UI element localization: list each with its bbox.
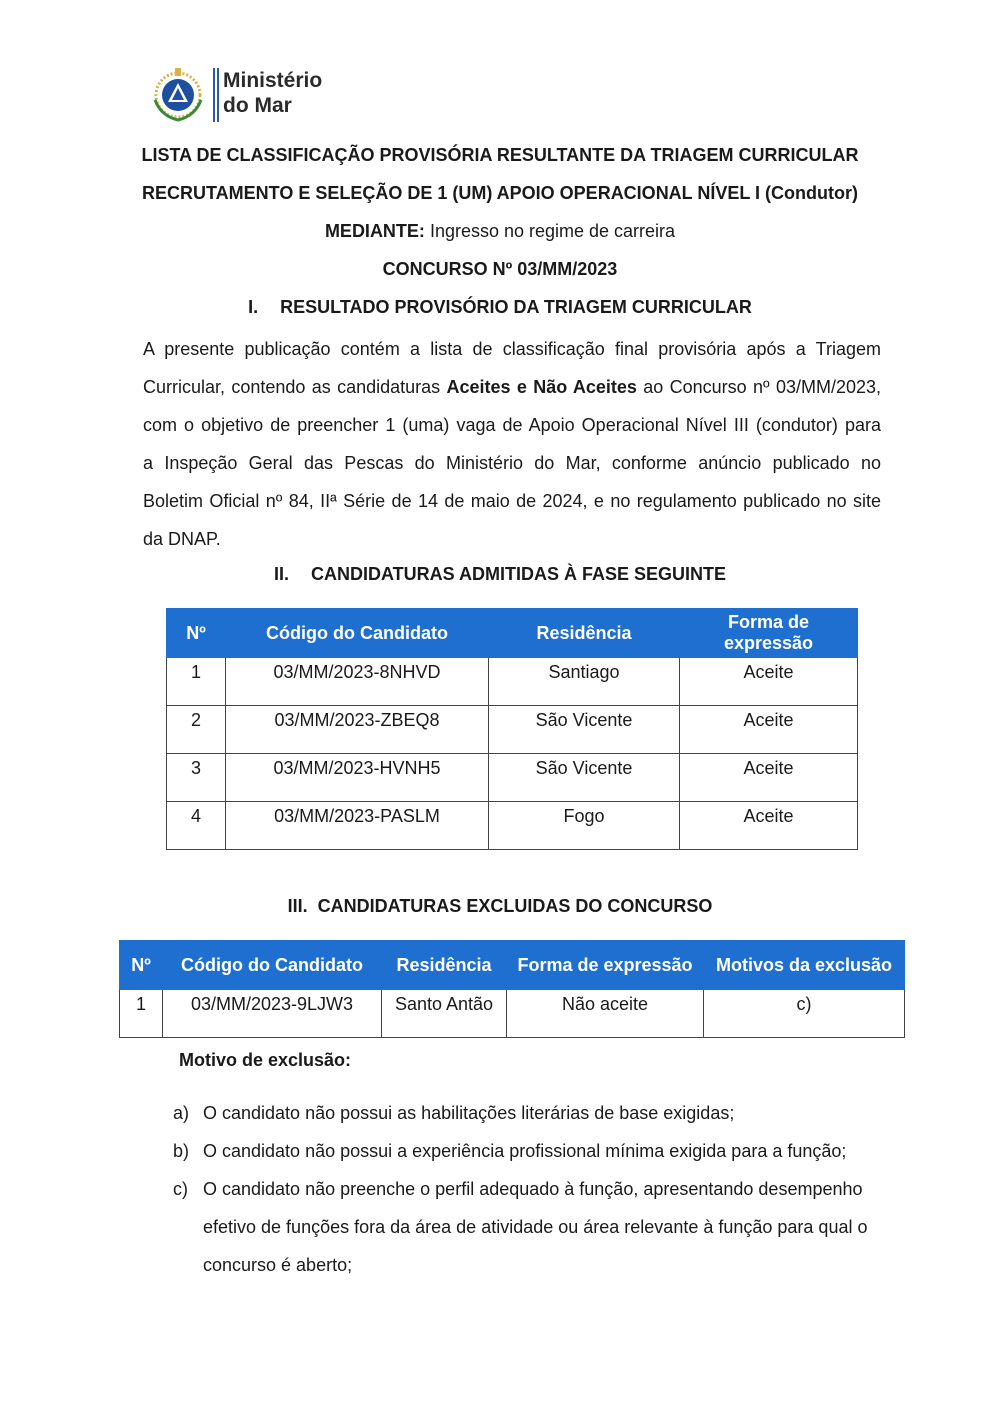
section-title: CANDIDATURAS EXCLUIDAS DO CONCURSO [317,896,713,916]
section-number: II. [273,564,289,584]
table-cell: Aceite [680,658,858,706]
column-header: Forma de expressão [507,941,704,990]
paragraph-text: Curricular, contendo as candidaturas [143,377,447,397]
table-cell: 4 [167,802,226,850]
table-cell: Aceite [680,802,858,850]
document-title: LISTA DE CLASSIFICAÇÃO PROVISÓRIA RESULTANTE DA TRIAGEM CURRICULAR [141,145,859,165]
section-number: III. [287,896,308,916]
column-header: Forma de expressão [680,609,858,658]
table-cell: 03/MM/2023-HVNH5 [226,754,489,802]
list-item-label: a) [173,1103,190,1123]
table-cell: 1 [167,658,226,706]
ministry-logo [147,64,347,126]
table-cell: Aceite [680,706,858,754]
table-cell: Fogo [489,802,680,850]
table-cell: 3 [167,754,226,802]
table-cell: Santo Antão [382,990,507,1038]
table-cell: 03/MM/2023-9LJW3 [163,990,382,1038]
mediante-text: Ingresso no regime de carreira [424,221,676,241]
section-2-heading [0,564,1000,585]
list-item-label: b) [173,1141,190,1161]
concurso-number: CONCURSO Nº 03/MM/2023 [382,259,618,279]
paragraph-emphasis: Aceites e Não Aceites [446,377,637,397]
list-item [173,1094,893,1132]
table-row [167,754,858,802]
paragraph-line: com o objetivo de preencher 1 (uma) vaga de Apoio Operacional Nível III (condutor) para [143,415,881,435]
logo-line2: do Mar [223,94,292,117]
table-cell: 2 [167,706,226,754]
table-cell: 03/MM/2023-ZBEQ8 [226,706,489,754]
table-cell: 03/MM/2023-PASLM [226,802,489,850]
list-item-text: O candidato não possui as habilitações literárias de base exigidas; [203,1103,735,1123]
list-item [173,1132,893,1170]
column-header: Residência [489,609,680,658]
table-cell: Não aceite [507,990,704,1038]
admitted-candidates-table [166,608,858,850]
paragraph-line: da DNAP. [143,529,221,549]
table-cell: São Vicente [489,754,680,802]
list-item-text: O candidato não preenche o perfil adequado à função, apresentando desempenho efetivo de funções fora da área de atividade ou área relevante à função para qual o concurso é aberto; [203,1179,868,1275]
section-3-heading [0,896,1000,917]
column-header: Nº [120,941,163,990]
intro-paragraph [143,330,881,558]
exclusion-reasons-list [173,1094,893,1284]
section-number: I. [248,297,259,317]
table-cell: Aceite [680,754,858,802]
logo-divider [217,68,219,122]
table-header-row [167,609,858,658]
logo-text [223,68,322,118]
list-item-label: c) [173,1179,188,1199]
table-row [167,802,858,850]
mediante-line [0,221,1000,242]
paragraph-line: a Inspeção Geral das Pescas do Ministério do Mar, conforme anúncio publicado no [143,453,881,473]
table-cell: São Vicente [489,706,680,754]
paragraph-line [143,368,881,406]
section-title: RESULTADO PROVISÓRIO DA TRIAGEM CURRICULAR [280,297,752,317]
table-cell: 03/MM/2023-8NHVD [226,658,489,706]
table-row [120,990,905,1038]
column-header: Motivos da exclusão [704,941,905,990]
column-header: Residência [382,941,507,990]
table-row [167,706,858,754]
column-header: Nº [167,609,226,658]
paragraph-line: Boletim Oficial nº 84, IIª Série de 14 de maio de 2024, e no regulamento publicado no site [143,491,881,511]
table-cell: 1 [120,990,163,1038]
section-1-heading [0,297,1000,318]
exclusion-reasons-title: Motivo de exclusão: [179,1050,352,1070]
paragraph-line: A presente publicação contém a lista de classificação final provisória após a Triagem [143,339,881,359]
document-subtitle: RECRUTAMENTO E SELEÇÃO DE 1 (UM) APOIO OPERACIONAL NÍVEL I (Condutor) [141,183,859,203]
coat-of-arms-icon [147,64,209,126]
excluded-candidates-table [119,940,905,1038]
list-item [173,1170,893,1284]
table-cell: c) [704,990,905,1038]
logo-line1: Ministério [223,69,323,92]
logo-divider [213,68,215,122]
column-header: Código do Candidato [163,941,382,990]
section-title: CANDIDATURAS ADMITIDAS À FASE SEGUINTE [311,564,727,584]
table-row [167,658,858,706]
list-item-text: O candidato não possui a experiência profissional mínima exigida para a função; [203,1141,847,1161]
table-cell: Santiago [489,658,680,706]
mediante-label: MEDIANTE: [324,221,425,241]
paragraph-text: ao Concurso nº 03/MM/2023, [636,377,881,397]
column-header: Código do Candidato [226,609,489,658]
table-header-row [120,941,905,990]
